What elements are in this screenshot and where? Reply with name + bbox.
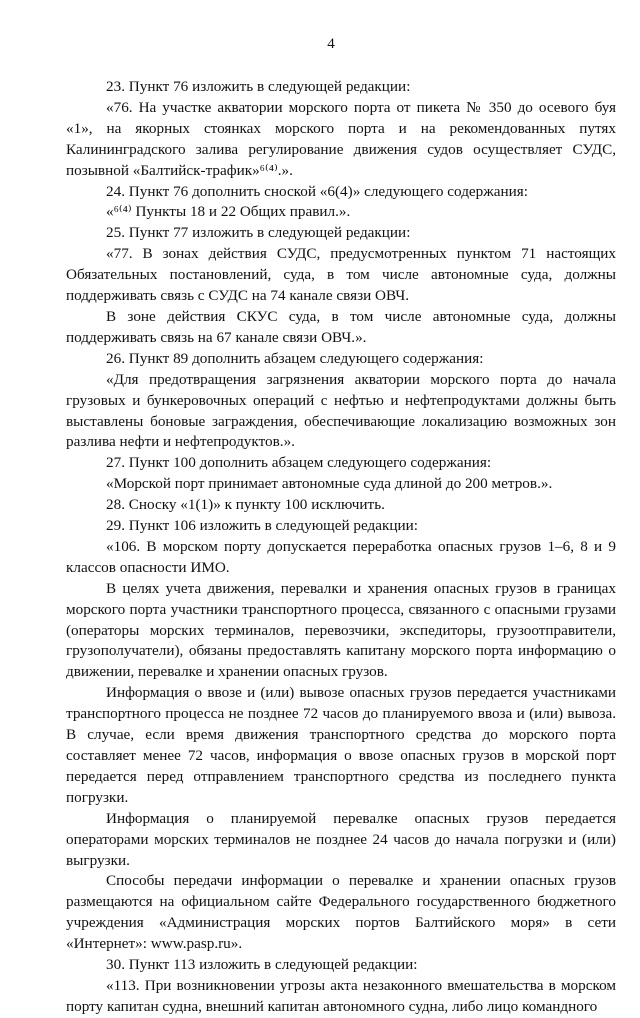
paragraph: «⁶⁽⁴⁾ Пункты 18 и 22 Общих правил.». [106,203,351,221]
paragraph: «113. При возникновении угрозы акта незаконного вмешательства в морском порту капитан судна, внешний капитан автономного судна, либо лицо командного [66,976,616,1015]
paragraph: 29. Пункт 106 изложить в следующей редакции: [106,517,419,535]
paragraph: 28. Сноску «1(1)» к пункту 100 исключить. [106,496,385,514]
paragraph: Способы передачи информации о перевалке и хранении опасных грузов размещаются на официальном сайте Федерального государственного бюджетного учреждения «Администрация морских портов Балтийского моря» в сети «Интернет»: www.pasp.ru». [66,872,616,953]
paragraph: Информация о ввозе и (или) вывозе опасных грузов передается участниками транспортного процесса не позднее 72 часов до планируемого ввоза и (или) вывоза. В случае, если время движения транспортного средства до морского порта составляет менее 72 часов, информация о ввозе опасных грузов в морской порт передается перед отправлением транспортного средства из последнего пункта погрузки. [66,684,616,806]
paragraph: 23. Пункт 76 изложить в следующей редакции: [106,78,411,95]
paragraph: 27. Пункт 100 дополнить абзацем следующего содержания: [106,454,492,472]
paragraph: 26. Пункт 89 дополнить абзацем следующего содержания: [106,349,484,367]
paragraph: 25. Пункт 77 изложить в следующей редакции: [106,224,411,242]
paragraph: В целях учета движения, перевалки и хранения опасных грузов в границах морского порта участники транспортного процесса, связанного с опасными грузами (операторы морских терминалов, перевозчики, экспедиторы, грузоотправители, грузополучатели), обязаны предоставлять капитану морского порта информацию о движении, перевалке и хранении опасных грузов. [66,579,616,681]
paragraph: 30. Пункт 113 изложить в следующей редакции: [106,956,418,974]
paragraph: 24. Пункт 76 дополнить сноской «6(4)» следующего содержания: [106,182,528,200]
paragraph: «Для предотвращения загрязнения акватории морского порта до начала грузовых и бункеровочных операций с нефтью и нефтепродуктами должны быть выставлены боновые заграждения, обеспечивающие локализацию возможных зон разлива нефти и нефтепродуктов.». [66,370,616,451]
paragraph: «77. В зонах действия СУДС, предусмотренных пунктом 71 настоящих Обязательных постановлений, суда, в том числе автономные суда, должны поддерживать связь с СУДС на 74 канале связи ОВЧ. [66,245,616,305]
paragraph: «76. На участке акватории морского порта от пикета № 350 до осевого буя «1», на якорных стоянках морского порта и на рекомендованных путях Калининградского залива регулирование движения судов осуществляет СУДС, позывной «Балтийск-трафик»⁶⁽⁴⁾.». [66,98,616,179]
page-number: 4 [327,36,335,52]
paragraph: Информация о планируемой перевалке опасных грузов передается операторами морских терминалов не позднее 24 часов до начала погрузки и (или) выгрузки. [66,809,616,869]
paragraph: «106. В морском порту допускается переработка опасных грузов 1–6, 8 и 9 классов опасности ИМО. [66,537,616,576]
document-body [66,77,616,1018]
paragraph: «Морской порт принимает автономные суда длиной до 200 метров.». [106,475,553,493]
paragraph: В зоне действия СКУС суда, в том числе автономные суда, должны поддерживать связь на 67 канале связи ОВЧ.». [66,307,616,346]
